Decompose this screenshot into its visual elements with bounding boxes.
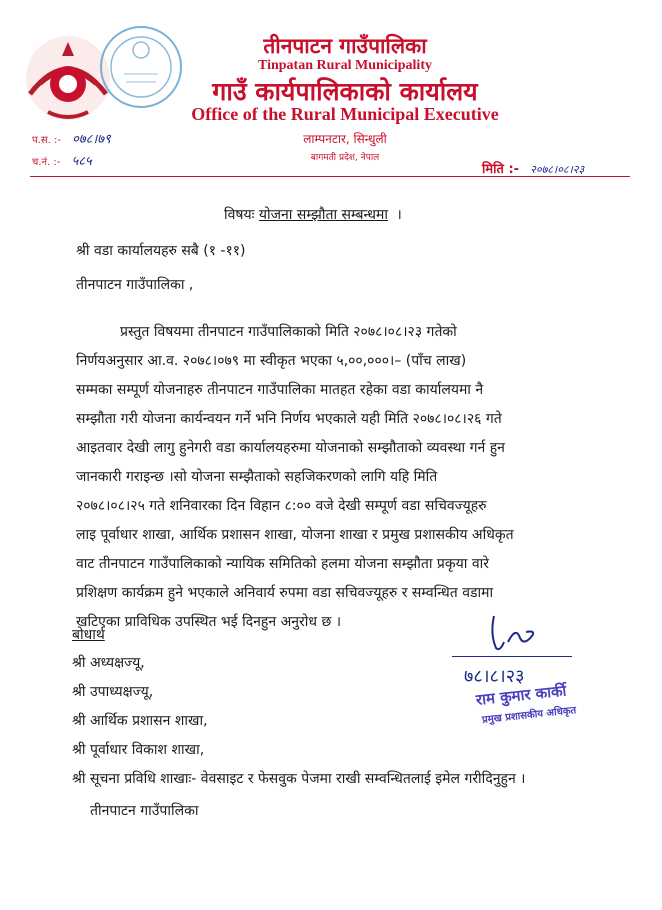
body-line: प्रस्तुत विषयमा तीनपाटन गाउँपालिकाको मिति २०७८।०८।२३ गतेको xyxy=(120,324,457,340)
org-name-english: Tinpatan Rural Municipality xyxy=(257,58,432,73)
cc-item: श्री उपाध्यक्षज्यू, xyxy=(72,684,154,700)
body-line: निर्णयअनुसार आ.व. २०७८।०७९ मा स्वीकृत भएका ५,००,०००।– (पाँच लाख) xyxy=(76,353,467,369)
footer-org: तीनपाटन गाउँपालिका xyxy=(90,803,199,819)
patra-value: ०७८।७९ xyxy=(72,132,111,147)
signature-scribble xyxy=(486,612,556,656)
signature-date: ७८।८।२३ xyxy=(464,666,525,687)
body-line: २०७८।०८।२५ गते शनिवारका दिन विहान ८:०० वजे देखी सम्पूर्ण वडा सचिवज्यूहरु xyxy=(76,498,487,514)
addressee-line-2: तीनपाटन गाउँपालिका , xyxy=(76,277,194,293)
office-address: लाम्पनटार, सिन्धुली xyxy=(303,132,387,146)
date-value: २०७८।०८।२३ xyxy=(530,163,585,176)
org-name-nepali: तीनपाटन गाउँपालिका xyxy=(263,34,427,58)
subject-line xyxy=(224,204,402,226)
body-line: प्रशिक्षण कार्यक्रम हुने भएकाले अनिवार्य रुपमा वडा सचिवज्यूहरु र सम्वन्धित वडामा xyxy=(76,585,494,601)
chalani-number xyxy=(32,150,92,169)
body-line: लाइ पूर्वाधार शाखा, आर्थिक प्रशासन शाखा, योजना शाखा र प्रमुख प्रशासकीय अधिकृत xyxy=(76,527,514,543)
addressee-line-1: श्री वडा कार्यालयहरु सबै (१ -११) xyxy=(76,243,246,259)
cc-item: श्री आर्थिक प्रशासन शाखा, xyxy=(72,713,208,729)
body-line: खटिएका प्राविधिक उपस्थित भई दिनहुन अनुरोध छ । xyxy=(76,614,342,630)
chalani-label: च.नं. :- xyxy=(32,157,61,168)
cc-item: श्री सूचना प्रविधि शाखाः- वेवसाइट र फेसवुक पेजमा राखी सम्वन्धितलाई इमेल गरीदिनुहुन । xyxy=(72,771,526,787)
chalani-value: ५८५ xyxy=(71,154,92,169)
cc-heading: बोधार्थ xyxy=(72,627,105,643)
officer-name-stamp: राम कुमार कार्की xyxy=(475,681,568,709)
date-label: मिति :- xyxy=(482,162,520,177)
subject-end: । xyxy=(396,207,402,223)
cc-list xyxy=(72,652,525,797)
body-line: सम्झौता गरी योजना कार्यन्वयन गर्ने भनि निर्णय भएकाले यही मिति २०७८।०८।२६ गते xyxy=(76,411,502,427)
body-line: जानकारी गराइन्छ ।सो योजना सम्झैताको सहजिकरणको लागि यहि मिति xyxy=(76,469,438,485)
letter-date xyxy=(482,158,584,177)
office-name-nepali: गाउँ कार्यपालिकाको कार्यालय xyxy=(212,77,478,106)
office-seal xyxy=(96,22,186,112)
body-line: आइतवार देखी लागु हुनेगरी वडा कार्यालयहरुमा योजनाको सम्झौताको व्यवस्था गर्न हुन xyxy=(76,440,505,456)
office-name-english: Office of the Rural Municipal Executive xyxy=(191,104,499,124)
cc-item: श्री पूर्वाधार विकाश शाखा, xyxy=(72,742,205,758)
officer-designation-stamp: प्रमुख प्रशासकीय अधिकृत xyxy=(481,705,577,726)
cc-item: श्री अध्यक्षज्यू, xyxy=(72,655,145,671)
subject-text: योजना सम्झौता सम्बन्धमा xyxy=(258,207,389,223)
header-rule xyxy=(30,176,630,177)
letter-body xyxy=(76,318,624,637)
patra-label: प.स. :- xyxy=(32,135,61,146)
subject-prefix: विषयः xyxy=(224,207,255,223)
body-line: वाट तीनपाटन गाउँपालिकाको न्यायिक समितिको हलमा योजना सम्झौता प्रकृया वारे xyxy=(76,556,489,572)
body-line: सम्मका सम्पूर्ण योजनाहरु तीनपाटन गाउँपालिका मातहत रहेका वडा कार्यालयमा नै xyxy=(76,382,484,398)
patra-sankhya xyxy=(32,128,111,147)
office-province: बागमती प्रदेश, नेपाल xyxy=(310,153,380,163)
